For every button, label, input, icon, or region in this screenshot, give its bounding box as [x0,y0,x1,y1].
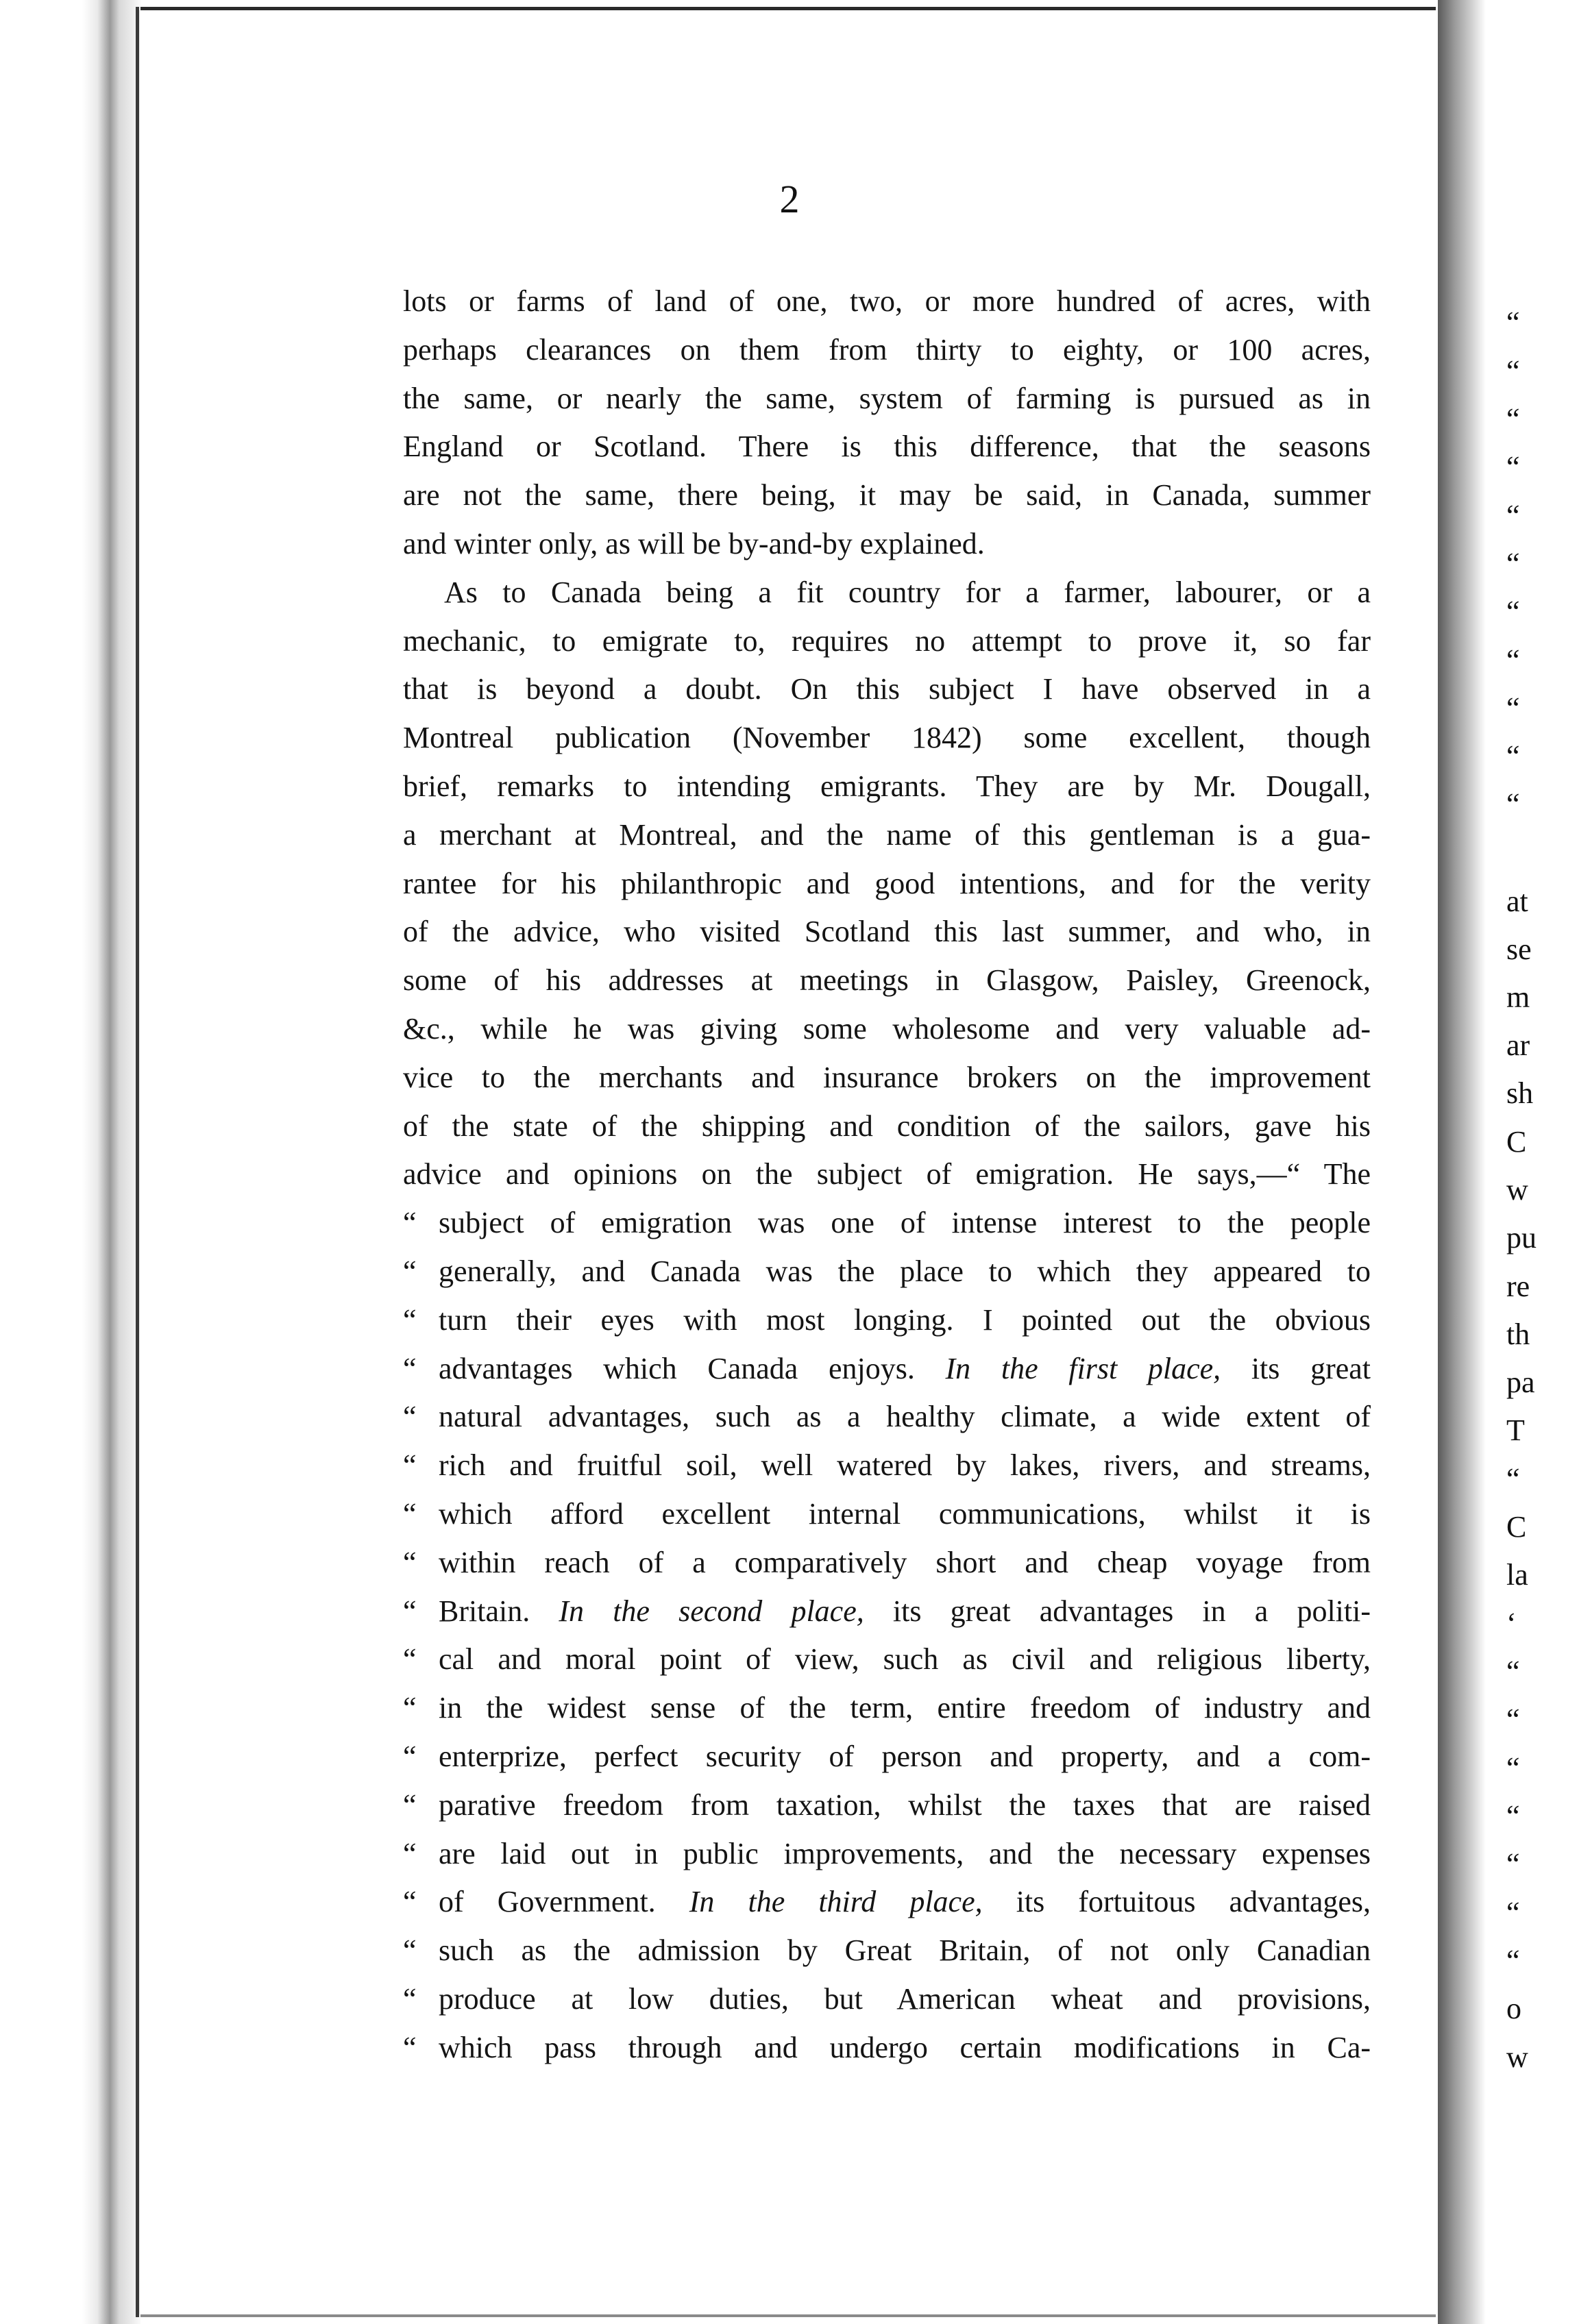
text-line: perhaps clearances on them from thirty to eighty, or 100 acres, [403,332,1371,367]
quote-mark: “ [403,1836,417,1870]
text-line: “ are laid out in public improvements, and the necessary expenses [403,1830,1371,1879]
text-line: “ parative freedom from taxation, whilst the taxes that are raised [403,1781,1371,1830]
italic-phrase: In the third place, [689,1885,983,1919]
text-line: “ enterprize, perfect security of person and property, and a com- [403,1733,1371,1781]
adjacent-page-text: “ [1506,643,1520,677]
italic-phrase: In the second place, [559,1594,864,1628]
text-line: “ subject of emigration was one of intense interest to the people [403,1199,1371,1248]
text-line: As to Canada being a fit country for a farmer, labourer, or a [444,575,1371,609]
adjacent-page-text: “ [1506,402,1520,436]
adjacent-page-text: ar [1506,1028,1530,1062]
adjacent-page-text: o [1506,1992,1521,2025]
text-line: of the state of the shipping and condition of the sailors, gave his [403,1109,1371,1143]
adjacent-page-text: w [1506,1173,1528,1207]
adjacent-page-text: “ [1506,1462,1520,1496]
adjacent-page-text: pu [1506,1221,1537,1254]
text-line: the same, or nearly the same, system of farming is pursued as in [403,381,1371,415]
text-line: are not the same, there being, it may be said, in Canada, summer [403,478,1371,512]
quote-mark: “ [403,1351,417,1385]
quote-mark: “ [403,1885,417,1919]
adjacent-page-text: “ [1506,499,1520,532]
adjacent-page-text: sh [1506,1076,1534,1110]
text-line: brief, remarks to intending emigrants. They are by Mr. Dougall, [403,769,1371,803]
adjacent-page-text: ‘ [1506,1607,1517,1640]
page-left-edge [136,7,139,2317]
adjacent-page-text: pa [1506,1365,1535,1399]
quote-mark: “ [403,1400,417,1434]
text-line: “ generally, and Canada was the place to which they appeared to [403,1248,1371,1296]
adjacent-page-text: “ [1506,354,1520,388]
quote-mark: “ [403,2030,417,2064]
text-line: “ within reach of a comparatively short and cheap voyage from [403,1539,1371,1587]
adjacent-page-text: “ [1506,1655,1520,1688]
text-line: and winter only, as will be by-and-by explained. [403,526,985,560]
text-line: lots or farms of land of one, two, or more hundred of acres, with [403,284,1371,318]
quote-mark: “ [403,1206,417,1240]
adjacent-page-text: “ [1506,450,1520,484]
text-line: Montreal publication (November 1842) some excellent, though [403,721,1371,755]
italic-phrase: In the first place, [945,1351,1221,1385]
adjacent-page-text: “ [1506,691,1520,725]
adjacent-page-text: se [1506,932,1532,966]
adjacent-page-text: m [1506,980,1530,1014]
quote-mark: “ [403,1302,417,1337]
text-line: “ of Government. In the third place, its fortuitous advantages, [403,1878,1371,1927]
quote-mark: “ [403,1254,417,1288]
text-line: mechanic, to emigrate to, requires no attempt to prove it, so far [403,623,1371,658]
adjacent-page-text: re [1506,1270,1530,1303]
text-line: that is beyond a doubt. On this subject I have observed in a [403,672,1371,706]
text-line: “ such as the admission by Great Britain, of not only Canadian [403,1927,1371,1975]
adjacent-page-text: C [1506,1510,1527,1544]
text-line: “ in the widest sense of the term, entire freedom of industry and [403,1684,1371,1733]
quote-mark: “ [403,1691,417,1725]
adjacent-page-fragment [1486,0,1579,2324]
text-line: some of his addresses at meetings in Glasgow, Paisley, Greenock, [403,963,1371,998]
text-line: vice to the merchants and insurance brokers on the improvement [403,1060,1371,1094]
adjacent-page-text: T [1506,1413,1525,1447]
text-line: &c., while he was giving some wholesome and very valuable ad- [403,1011,1371,1046]
text-line: of the advice, who visited Scotland this last summer, and who, in [403,915,1371,949]
adjacent-page-text: “ [1506,1703,1520,1736]
body-text [403,277,1371,2072]
adjacent-page-text: “ [1506,1799,1520,1833]
adjacent-page-text: at [1506,885,1528,918]
page-top-edge [140,7,1436,10]
adjacent-page-text: “ [1506,1944,1520,1977]
gutter-shadow [1438,0,1486,2324]
text-line: “ produce at low duties, but American wheat and provisions, [403,1975,1371,2024]
adjacent-page-text: “ [1506,739,1520,773]
text-line: “ which afford excellent internal communications, whilst it is [403,1490,1371,1539]
quote-mark: “ [403,1933,417,1968]
adjacent-page-text: “ [1506,1751,1520,1785]
text-line: “ advantages which Canada enjoys. In the first place, its great [403,1345,1371,1394]
text-line: a merchant at Montreal, and the name of this gentleman is a gua- [403,817,1371,852]
adjacent-page-text: “ [1506,595,1520,628]
quote-mark: “ [403,1594,417,1628]
text-line: “ turn their eyes with most longing. I pointed out the obvious [403,1296,1371,1345]
quote-mark: “ [403,1545,417,1579]
adjacent-page-text: “ [1506,787,1520,821]
text-line: “ which pass through and undergo certain modifications in Ca- [403,2024,1371,2073]
binding-shadow [82,0,144,2324]
text-line: “ rich and fruitful soil, well watered by lakes, rivers, and streams, [403,1442,1371,1490]
text-line: “ Britain. In the second place, its great advantages in a politi- [403,1587,1371,1636]
quote-mark: “ [403,1739,417,1773]
text-line: “ cal and moral point of view, such as civil and religious liberty, [403,1635,1371,1684]
page-number: 2 [779,177,800,221]
quote-mark: “ [403,1981,417,2016]
adjacent-page-text: C [1506,1125,1527,1159]
adjacent-page-text: “ [1506,547,1520,580]
adjacent-page-text: w [1506,2040,1528,2074]
adjacent-page-text: “ [1506,1896,1520,1929]
quote-mark: “ [403,1448,417,1483]
page-bottom-edge [140,2314,1436,2317]
quote-mark: “ [403,1496,417,1531]
text-line: advice and opinions on the subject of emigration. He says,—“ The [403,1157,1371,1191]
adjacent-page-text: “ [1506,1847,1520,1881]
text-line: England or Scotland. There is this difference, that the seasons [403,430,1371,464]
text-line: rantee for his philanthropic and good intentions, and for the verity [403,866,1371,900]
text-line: “ natural advantages, such as a healthy climate, a wide extent of [403,1393,1371,1442]
adjacent-page-text: la [1506,1558,1528,1592]
adjacent-page-text: “ [1506,306,1520,339]
quote-mark: “ [403,1642,417,1677]
quote-mark: “ [403,1788,417,1822]
adjacent-page-text: th [1506,1318,1530,1351]
